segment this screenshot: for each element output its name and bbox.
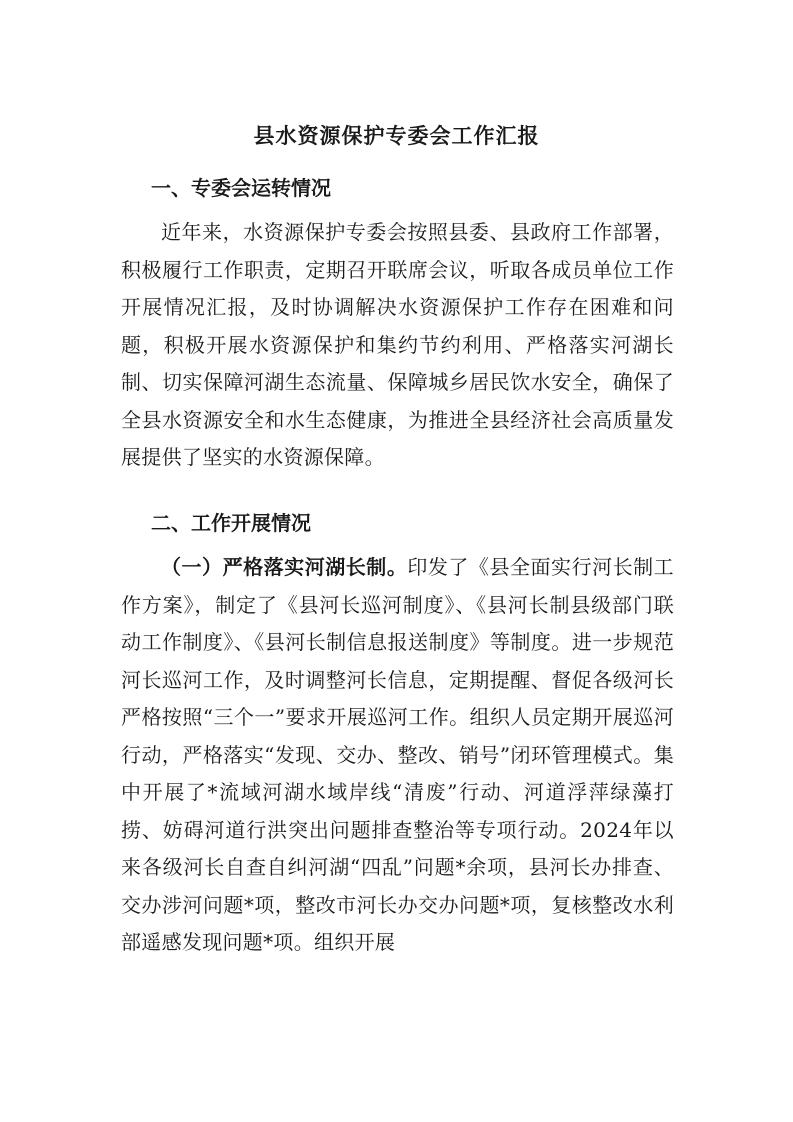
section-heading-1: 一、专委会运转情况 bbox=[151, 176, 331, 200]
subsection-body: 印发了《县全面实行河长制工作方案》，制定了《县河长巡河制度》、《县河长制县级部门联动工作制度》、《县河长制信息报送制度》等制度。进一步规范河长巡河工作，及时调整河长信息，定期提醒、督促各级河长严格按照“三个一”要求开展巡河工作。组织人员定期开展巡河行动，严格落实“发现、交办、整改、销号”闭环管理模式。集中开展了*流域河湖水域岸线“清废”行动、河道浮萍绿藻打捞、妨碍河道行洪突出问题排查整治等专项行动。2024年以来各级河长自查自纠河湖“四乱”问题*余项，县河长办排查、交办涉河问题*项，整改市河长办交办问题*项，复核整改水利部遥感发现问题*项。组织开展 bbox=[121, 555, 674, 954]
subsection-lead: （一）严格落实河湖长制。 bbox=[161, 555, 408, 579]
section-heading-2: 二、工作开展情况 bbox=[151, 511, 311, 535]
document-title: 县水资源保护专委会工作汇报 bbox=[253, 123, 540, 148]
section-paragraph-2 bbox=[121, 549, 674, 962]
section-paragraph-1: 近年来，水资源保护专委会按照县委、县政府工作部署，积极履行工作职责，定期召开联席会议，听取各成员单位工作开展情况汇报，及时协调解决水资源保护工作存在困难和问题，积极开展水资源保护和集约节约利用、严格落实河湖长制、切实保障河湖生态流量、保障城乡居民饮水安全，确保了全县水资源安全和水生态健康，为推进全县经济社会高质量发展提供了坚实的水资源保障。 bbox=[121, 220, 674, 469]
